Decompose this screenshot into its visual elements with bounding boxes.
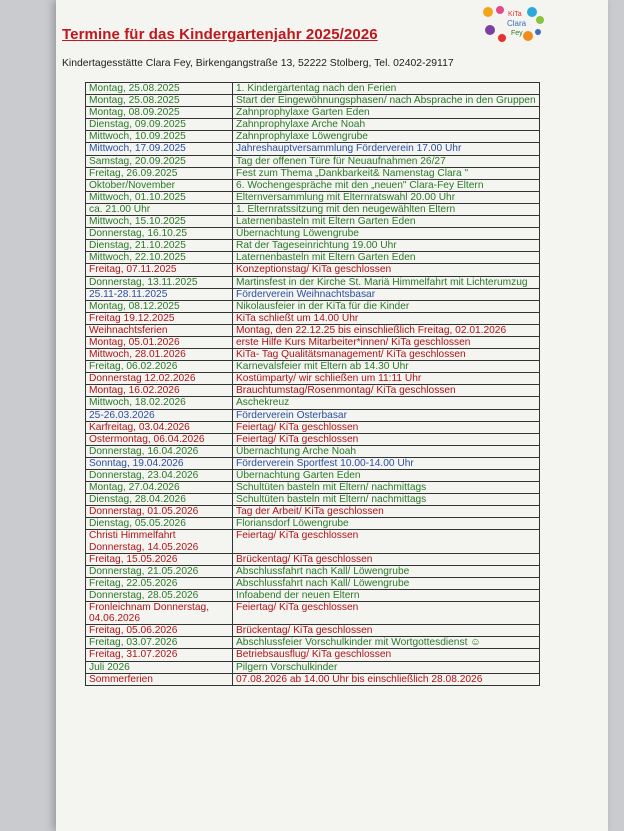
- events-table: [85, 82, 540, 686]
- table-row: [86, 625, 540, 637]
- event-description: Feiertag/ KiTa geschlossen: [233, 433, 540, 445]
- event-description: Laternenbasteln mit Eltern Garten Eden: [233, 252, 540, 264]
- table-row: [86, 349, 540, 361]
- event-date: Montag, 25.08.2025: [86, 95, 233, 107]
- event-date: Mittwoch, 15.10.2025: [86, 216, 233, 228]
- event-description: 1. Elternratssitzung mit den neugewählten Eltern: [233, 203, 540, 215]
- event-description: Nikolausfeier in der KiTa für die Kinder: [233, 300, 540, 312]
- event-date: Weihnachtsferien: [86, 324, 233, 336]
- event-date: Montag, 27.04.2026: [86, 482, 233, 494]
- event-description: Laternenbasteln mit Eltern Garten Eden: [233, 216, 540, 228]
- event-date: Mittwoch, 10.09.2025: [86, 131, 233, 143]
- event-date: Freitag, 22.05.2026: [86, 577, 233, 589]
- event-date: Dienstag, 21.10.2025: [86, 240, 233, 252]
- table-row: [86, 637, 540, 649]
- table-row: [86, 409, 540, 421]
- table-row: [86, 83, 540, 95]
- event-description: Floriansdorf Löwengrube: [233, 518, 540, 530]
- event-date: 25.11-28.11.2025: [86, 288, 233, 300]
- event-description: Feiertag/ KiTa geschlossen: [233, 421, 540, 433]
- table-row: [86, 518, 540, 530]
- table-row: [86, 312, 540, 324]
- event-date: Sommerferien: [86, 673, 233, 685]
- event-date: Donnerstag, 01.05.2026: [86, 506, 233, 518]
- event-date: Montag, 25.08.2025: [86, 83, 233, 95]
- event-description: Schultüten basteln mit Eltern/ nachmittags: [233, 482, 540, 494]
- table-row: [86, 506, 540, 518]
- event-date: Dienstag, 05.05.2026: [86, 518, 233, 530]
- table-row: [86, 445, 540, 457]
- table-row: [86, 300, 540, 312]
- event-description: erste Hilfe Kurs Mitarbeiter*innen/ KiTa geschlossen: [233, 336, 540, 348]
- table-row: [86, 336, 540, 348]
- event-description: Konzeptionstag/ KiTa geschlossen: [233, 264, 540, 276]
- event-date: Donnerstag 12.02.2026: [86, 373, 233, 385]
- event-description: Feiertag/ KiTa geschlossen: [233, 530, 540, 553]
- table-row: [86, 203, 540, 215]
- event-description: Brauchtumstag/Rosenmontag/ KiTa geschlossen: [233, 385, 540, 397]
- event-date: Mittwoch, 28.01.2026: [86, 349, 233, 361]
- event-description: 07.08.2026 ab 14.00 Uhr bis einschließlich 28.08.2026: [233, 673, 540, 685]
- institution-address: Kindertagesstätte Clara Fey, Birkengangstraße 13, 52222 Stolberg, Tel. 02402-29117: [62, 58, 454, 69]
- event-description: Kostümparty/ wir schließen um 11:11 Uhr: [233, 373, 540, 385]
- table-row: [86, 649, 540, 661]
- event-date: Dienstag, 09.09.2025: [86, 119, 233, 131]
- event-description: Brückentag/ KiTa geschlossen: [233, 553, 540, 565]
- event-date: Freitag, 26.09.2025: [86, 167, 233, 179]
- table-row: [86, 216, 540, 228]
- table-row: [86, 119, 540, 131]
- table-row: [86, 602, 540, 625]
- event-date: Ostermontag, 06.04.2026: [86, 433, 233, 445]
- event-date: Mittwoch, 18.02.2026: [86, 397, 233, 409]
- event-date: Oktober/November: [86, 179, 233, 191]
- event-description: Förderverein Weihnachtsbasar: [233, 288, 540, 300]
- event-date: Freitag, 07.11.2025: [86, 264, 233, 276]
- table-row: [86, 470, 540, 482]
- event-description: Fest zum Thema „Dankbarkeit& Namenstag Clara ": [233, 167, 540, 179]
- table-row: [86, 577, 540, 589]
- table-row: [86, 131, 540, 143]
- event-description: Zahnprophylaxe Garten Eden: [233, 107, 540, 119]
- event-date: Donnerstag, 13.11.2025: [86, 276, 233, 288]
- table-row: [86, 143, 540, 155]
- event-date: Karfreitag, 03.04.2026: [86, 421, 233, 433]
- event-description: Feiertag/ KiTa geschlossen: [233, 602, 540, 625]
- event-description: Tag der Arbeit/ KiTa geschlossen: [233, 506, 540, 518]
- event-description: Jahreshauptversammlung Förderverein 17.00 Uhr: [233, 143, 540, 155]
- table-row: [86, 661, 540, 673]
- table-row: [86, 179, 540, 191]
- event-description: Start der Eingewöhnungsphasen/ nach Absprache in den Gruppen: [233, 95, 540, 107]
- event-description: Betriebsausflug/ KiTa geschlossen: [233, 649, 540, 661]
- event-description: Übernachtung Arche Noah: [233, 445, 540, 457]
- event-description: Montag, den 22.12.25 bis einschließlich Freitag, 02.01.2026: [233, 324, 540, 336]
- logo-text-mid: Clara: [507, 19, 527, 28]
- page-title: Termine für das Kindergartenjahr 2025/2026: [62, 26, 378, 43]
- event-date: ca. 21.00 Uhr: [86, 203, 233, 215]
- event-date: Freitag, 15.05.2026: [86, 553, 233, 565]
- event-date: Christi Himmelfahrt Donnerstag, 14.05.2026: [86, 530, 233, 553]
- event-date: Freitag 19.12.2025: [86, 312, 233, 324]
- table-row: [86, 167, 540, 179]
- logo-text-top: KiTa: [508, 11, 522, 18]
- event-date: Freitag, 03.07.2026: [86, 637, 233, 649]
- event-date: Donnerstag, 16.04.2026: [86, 445, 233, 457]
- table-row: [86, 191, 540, 203]
- event-description: Zahnprophylaxe Arche Noah: [233, 119, 540, 131]
- event-description: Elternversammlung mit Elternratswahl 20.00 Uhr: [233, 191, 540, 203]
- event-description: Abschlussfahrt nach Kall/ Löwengrube: [233, 565, 540, 577]
- table-row: [86, 252, 540, 264]
- table-row: [86, 264, 540, 276]
- event-date: Mittwoch, 01.10.2025: [86, 191, 233, 203]
- table-row: [86, 385, 540, 397]
- event-description: Zahnprophylaxe Löwengrube: [233, 131, 540, 143]
- event-date: Mittwoch, 22.10.2025: [86, 252, 233, 264]
- table-row: [86, 673, 540, 685]
- event-date: Dienstag, 28.04.2026: [86, 494, 233, 506]
- table-row: [86, 553, 540, 565]
- event-date: Fronleichnam Donnerstag, 04.06.2026: [86, 602, 233, 625]
- event-description: Abschlussfahrt nach Kall/ Löwengrube: [233, 577, 540, 589]
- event-description: Förderverein Osterbasar: [233, 409, 540, 421]
- logo-text-bot: Fey: [511, 30, 523, 37]
- table-row: [86, 482, 540, 494]
- table-row: [86, 324, 540, 336]
- event-date: Donnerstag, 28.05.2026: [86, 589, 233, 601]
- event-description: Übernachtung Löwengrube: [233, 228, 540, 240]
- event-description: KiTa- Tag Qualitätsmanagement/ KiTa geschlossen: [233, 349, 540, 361]
- table-row: [86, 95, 540, 107]
- table-row: [86, 457, 540, 469]
- event-description: Pilgern Vorschulkinder: [233, 661, 540, 673]
- table-row: [86, 397, 540, 409]
- table-row: [86, 107, 540, 119]
- event-description: Karnevalsfeier mit Eltern ab 14.30 Uhr: [233, 361, 540, 373]
- table-row: [86, 530, 540, 553]
- event-date: Donnerstag, 21.05.2026: [86, 565, 233, 577]
- event-description: 1. Kindergartentag nach den Ferien: [233, 83, 540, 95]
- table-row: [86, 276, 540, 288]
- kita-logo: [480, 4, 546, 44]
- event-date: Freitag, 31.07.2026: [86, 649, 233, 661]
- event-description: Förderverein Sportfest 10.00-14.00 Uhr: [233, 457, 540, 469]
- event-date: 25-26.03.2026: [86, 409, 233, 421]
- event-description: Brückentag/ KiTa geschlossen: [233, 625, 540, 637]
- event-description: Rat der Tageseinrichtung 19.00 Uhr: [233, 240, 540, 252]
- table-row: [86, 288, 540, 300]
- table-row: [86, 240, 540, 252]
- event-date: Samstag, 20.09.2025: [86, 155, 233, 167]
- event-date: Montag, 05.01.2026: [86, 336, 233, 348]
- event-description: Tag der offenen Türe für Neuaufnahmen 26/27: [233, 155, 540, 167]
- event-date: Mittwoch, 17.09.2025: [86, 143, 233, 155]
- table-row: [86, 228, 540, 240]
- table-row: [86, 433, 540, 445]
- event-description: KiTa schließt um 14.00 Uhr: [233, 312, 540, 324]
- event-description: Martinsfest in der Kirche St. Mariä Himmelfahrt mit Lichterumzug: [233, 276, 540, 288]
- table-row: [86, 155, 540, 167]
- table-row: [86, 361, 540, 373]
- event-date: Montag, 08.12.2025: [86, 300, 233, 312]
- event-description: Abschlussfeier Vorschulkinder mit Wortgottesdienst ☺: [233, 637, 540, 649]
- event-date: Donnerstag, 23.04.2026: [86, 470, 233, 482]
- event-description: Aschekreuz: [233, 397, 540, 409]
- event-date: Donnerstag, 16.10.25: [86, 228, 233, 240]
- event-date: Freitag, 06.02.2026: [86, 361, 233, 373]
- table-row: [86, 373, 540, 385]
- event-date: Montag, 16.02.2026: [86, 385, 233, 397]
- event-description: Schultüten basteln mit Eltern/ nachmittags: [233, 494, 540, 506]
- table-row: [86, 421, 540, 433]
- table-row: [86, 494, 540, 506]
- table-row: [86, 565, 540, 577]
- event-date: Juli 2026: [86, 661, 233, 673]
- table-row: [86, 589, 540, 601]
- event-date: Sonntag, 19.04.2026: [86, 457, 233, 469]
- event-description: Infoabend der neuen Eltern: [233, 589, 540, 601]
- event-date: Freitag, 05.06.2026: [86, 625, 233, 637]
- event-description: 6. Wochengespräche mit den „neuen" Clara-Fey Eltern: [233, 179, 540, 191]
- event-date: Montag, 08.09.2025: [86, 107, 233, 119]
- event-description: Übernachtung Garten Eden: [233, 470, 540, 482]
